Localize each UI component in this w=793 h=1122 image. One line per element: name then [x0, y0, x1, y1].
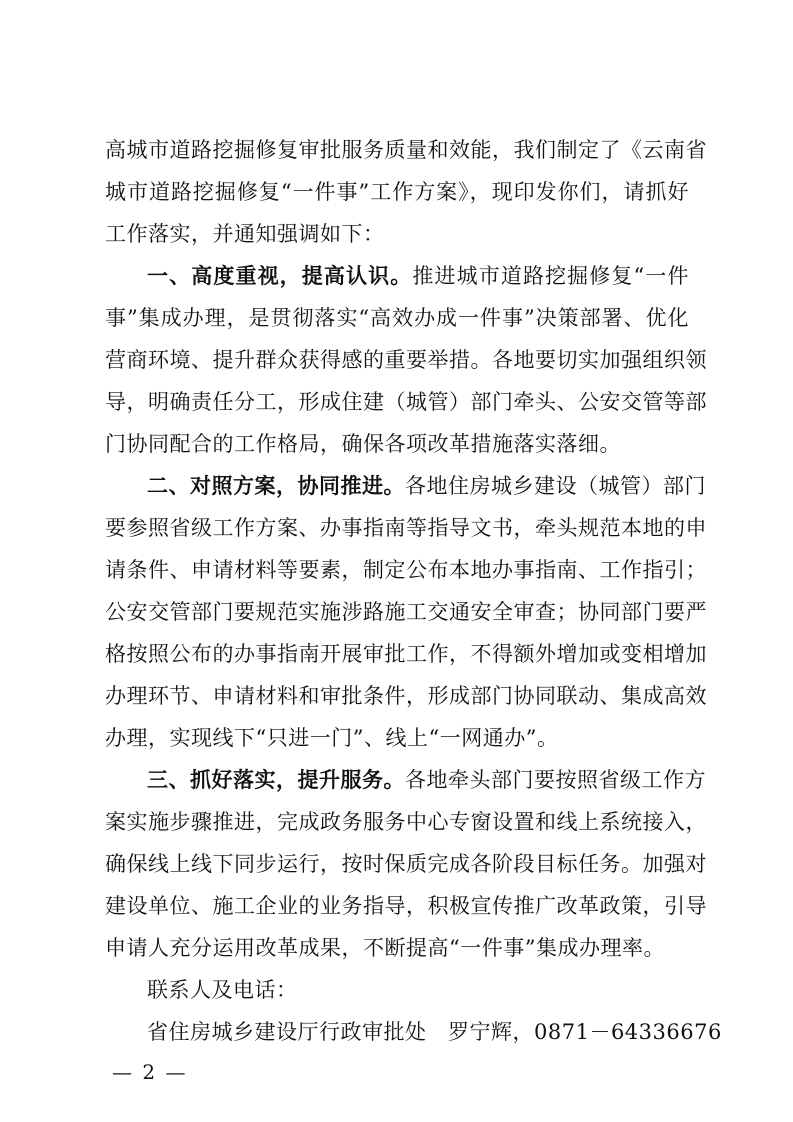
section-2-line-3: 请条件、申请材料等要素，制定公布本地办事指南、工作指引； — [105, 558, 707, 582]
section-2-first-line — [147, 471, 706, 501]
page-number: — 2 — — [112, 1060, 188, 1084]
section-1-first-line — [147, 261, 689, 291]
contact-entry: 省住房城乡建设厅行政审批处 罗宁辉，0871－64336676 — [147, 1020, 722, 1044]
intro-line-2: 城市道路挖掘修复“一件事”工作方案》，现印发你们，请抓好 — [105, 180, 689, 204]
section-2-heading: 二、对照方案，协同推进。 — [147, 474, 405, 498]
section-3-line-5: 申请人充分运用改革成果，不断提高“一件事”集成办理率。 — [105, 936, 665, 960]
section-3-line-2: 案实施步骤推进，完成政务服务中心专窗设置和线上系统接入， — [105, 810, 707, 834]
section-3-line-4: 建设单位、施工企业的业务指导，积极宣传推广改革政策，引导 — [105, 894, 707, 918]
section-2-line-7: 办理，实现线下“只进一门”、线上“一网通办”。 — [105, 726, 559, 750]
section-1-line-4: 导，明确责任分工，形成住建（城管）部门牵头、公安交管等部 — [105, 390, 707, 414]
section-1-line-5: 门协同配合的工作格局，确保各项改革措施落实落细。 — [105, 432, 621, 456]
section-2-line-5: 格按照公布的办事指南开展审批工作，不得额外增加或变相增加 — [105, 642, 707, 666]
section-3-first-line — [147, 765, 706, 795]
intro-line-1: 高城市道路挖掘修复审批服务质量和效能，我们制定了《云南省 — [105, 138, 707, 162]
section-2-line-2: 要参照省级工作方案、办事指南等指导文书，牵头规范本地的申 — [105, 516, 707, 540]
section-1-line-3: 营商环境、提升群众获得感的重要举措。各地要切实加强组织领 — [105, 348, 707, 372]
section-3-heading: 三、抓好落实，提升服务。 — [147, 768, 405, 792]
section-3-first-text: 各地牵头部门要按照省级工作方 — [405, 768, 706, 792]
intro-line-3: 工作落实，并通知强调如下： — [105, 222, 385, 246]
section-1-heading: 一、高度重视，提高认识。 — [147, 264, 413, 288]
section-1-line-2: 事”集成办理，是贯彻落实“高效办成一件事”决策部署、优化 — [105, 306, 689, 330]
section-2-first-text: 各地住房城乡建设（城管）部门 — [405, 474, 706, 498]
contact-label: 联系人及电话： — [147, 978, 298, 1002]
section-2-line-6: 办理环节、申请材料和审批条件，形成部门协同联动、集成高效 — [105, 684, 707, 708]
section-1-first-text: 推进城市道路挖掘修复“一件 — [412, 264, 689, 288]
section-3-line-3: 确保线上线下同步运行，按时保质完成各阶段目标任务。加强对 — [105, 852, 707, 876]
section-2-line-4: 公安交管部门要规范实施涉路施工交通安全审查；协同部门要严 — [105, 600, 707, 624]
